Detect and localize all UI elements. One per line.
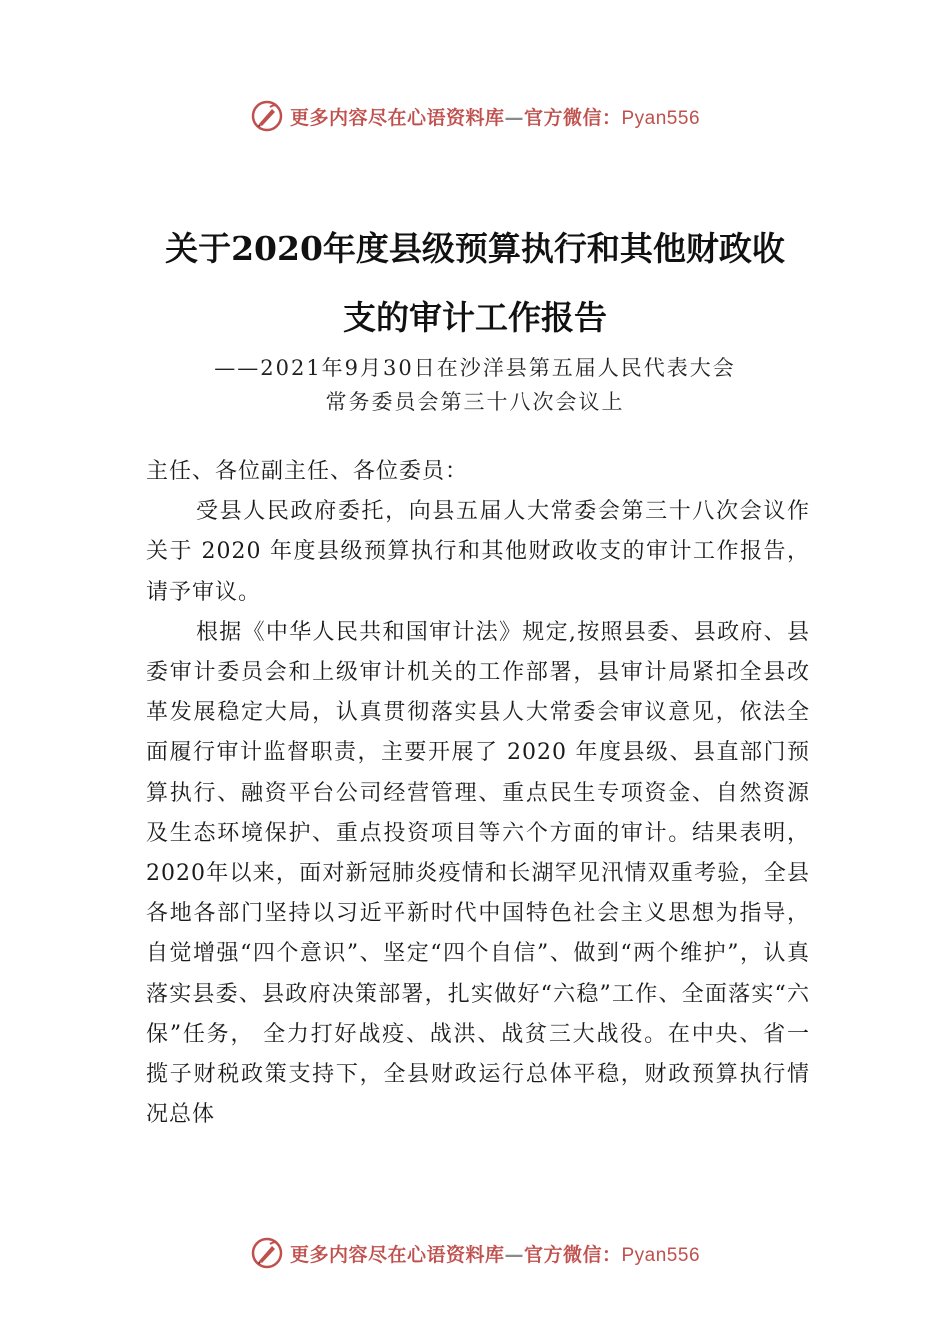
watermark-contact-label: 官方微信： <box>523 1243 622 1266</box>
document-title-line1: 关于2020年度县级预算执行和其他财政收 <box>165 229 785 268</box>
watermark-contact-label: 官方微信： <box>523 106 622 129</box>
paragraph: 根据《中华人民共和国审计法》规定,按照县委、县政府、县委审计委员会和上级审计机关的工作部署，县审计局紧扣全县改革发展稳定大局，认真贯彻落实县人大常委会审议意见，依法全面履行审计监督职责，主要开展了 2020 年度县级、县直部门预算执行、融资平台公司经营管理、重点民生专项资金、自然资源及生态环境保护、重点投资项目等六个方面的审计。结果表明，2020年以来，面对新冠肺炎疫情和长湖罕见汛情双重考验，全县各地各部门坚持以习近平新时代中国特色社会主义思想为指导，自觉增强“四个意识”、坚定“四个自信”、做到“两个维护”，认真落实县委、县政府决策部署，扎实做好“六稳”工作、全面落实“六保”任务， 全力打好战疫、战洪、战贫三大战役。在中央、省一揽子财税政策支持下，全县财政运行总体平稳，财政预算执行情况总体 <box>146 619 810 1128</box>
document-subtitle-line2: 常务委员会第三十八次会议上 <box>325 390 625 414</box>
header-watermark <box>0 96 950 136</box>
watermark-brand: 更多内容尽在心语资料库 <box>289 1243 505 1266</box>
watermark-separator: — <box>504 106 524 129</box>
watermark-contact-id: Pyan556 <box>621 1244 701 1266</box>
footer-watermark <box>0 1233 950 1273</box>
salutation: 主任、各位副主任、各位委员： <box>146 459 469 484</box>
document-body <box>146 452 810 1135</box>
document-subtitle-line1: ——2021年9月30日在沙洋县第五届人民代表大会 <box>214 356 736 380</box>
pen-logo-icon <box>250 99 284 133</box>
document-title-line2: 支的审计工作报告 <box>343 298 607 337</box>
watermark-brand: 更多内容尽在心语资料库 <box>289 106 505 129</box>
watermark-contact-id: Pyan556 <box>621 107 701 129</box>
paragraph: 受县人民政府委托，向县五届人大常委会第三十八次会议作关于 2020 年度县级预算执行和其他财政收支的审计工作报告，请予审议。 <box>146 499 810 605</box>
watermark-separator: — <box>504 1243 524 1266</box>
pen-logo-icon <box>250 1236 284 1270</box>
